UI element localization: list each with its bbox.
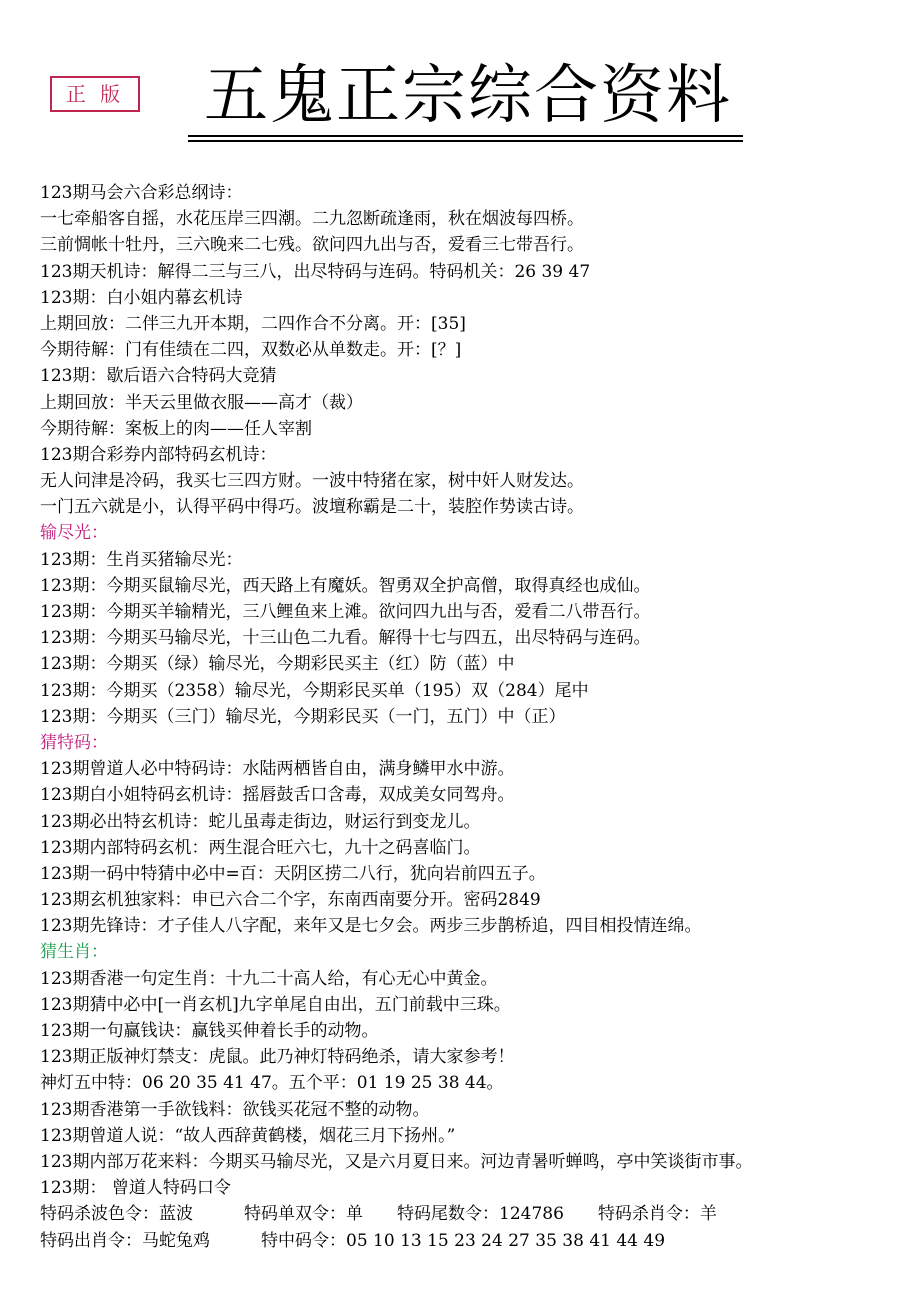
text-line: 123期：今期买（2358）输尽光，今期彩民买单（195）双（284）尾中	[40, 680, 589, 701]
title-underline-top	[188, 135, 743, 137]
text-line: 上期回放：二伴三九开本期，二四作合不分离。开：[35]	[40, 313, 466, 334]
text-line: 今期待解：门有佳绩在二四，双数必从单数走。开：[？]	[40, 340, 462, 361]
text-line: 123期：今期买马输尽光，十三山色二九看。解得十七与四五，出尽特码与连码。	[40, 628, 651, 649]
genuine-badge: 正 版	[50, 76, 140, 112]
content-body	[40, 180, 890, 1254]
section-heading: 猜特码：	[40, 732, 108, 753]
text-line: 123期先锋诗：才子佳人八字配，来年又是七夕会。两步三步鹊桥追，四目相投情连绵。	[40, 916, 702, 937]
text-line: 123期：今期买（绿）输尽光，今期彩民买主（红）防（蓝）中	[40, 654, 515, 675]
section-heading: 输尽光：	[40, 523, 108, 544]
text-line: 123期曾道人说：“故人西辞黄鹤楼，烟花三月下扬州。”	[40, 1125, 456, 1146]
text-line: 123期：生肖买猪输尽光：	[40, 549, 243, 570]
text-line: 一门五六就是小，认得平码中得巧。波壇称霸是二十，装腔作势读古诗。	[40, 497, 584, 518]
title-underline-bottom	[188, 140, 743, 142]
text-line: 123期： 曾道人特码口令	[40, 1178, 231, 1199]
text-line: 三前惆帐十牡丹，三六晚来二七残。欲问四九出与否，爱看三七带吾行。	[40, 235, 584, 256]
page-title: 五鬼正宗综合资料	[204, 59, 732, 133]
text-line: 123期内部万花来料：今期买马输尽光，又是六月夏日来。河边青暑听蝉鸣，亭中笑谈街市事。	[40, 1151, 753, 1172]
text-line: 上期回放：半天云里做衣服——高才（裁）	[40, 392, 363, 413]
text-line: 无人问津是冷码，我买七三四方财。一波中特猪在家，树中奸人财发达。	[40, 471, 584, 492]
text-line: 123期天机诗：解得二三与三八，出尽特码与连码。特码机关：26 39 47	[40, 261, 591, 282]
header	[0, 0, 900, 160]
text-line: 特码出肖令：马蛇兔鸡 特中码令：05 10 13 15 23 24 27 35 38 41 44 49	[40, 1230, 666, 1251]
text-line: 今期待解：案板上的肉——任人宰割	[40, 418, 312, 439]
text-line: 123期白小姐特码玄机诗：摇唇鼓舌口含毒，双成美女同驾舟。	[40, 785, 515, 806]
text-line: 123期玄机独家料：申已六合二个字，东南西南要分开。密码2849	[40, 890, 541, 911]
text-line: 123期必出特玄机诗：蛇儿虽毒走街边，财运行到变龙儿。	[40, 811, 481, 832]
section-heading: 猜生肖：	[40, 942, 108, 963]
text-line: 123期：歇后语六合特码大竞猜	[40, 366, 277, 387]
text-line: 一七牵船客自摇，水花压岸三四潮。二九忽断疏逢雨，秋在烟波每四桥。	[40, 209, 584, 230]
text-line: 123期香港第一手欲钱料：欲钱买花冠不整的动物。	[40, 1099, 430, 1120]
text-line: 123期猜中必中[一肖玄机]九字单尾自由出，五门前载中三珠。	[40, 994, 511, 1015]
text-line: 123期内部特码玄机：两生混合旺六七，九十之码喜临门。	[40, 837, 481, 858]
text-line: 123期：今期买鼠输尽光，西天路上有魔妖。智勇双全护高僧，取得真经也成仙。	[40, 575, 651, 596]
text-line: 123期：白小姐内幕玄机诗	[40, 287, 243, 308]
text-line: 123期一码中特猜中必中=百：天阴区捞二八行，犹向岩前四五子。	[40, 863, 546, 884]
text-line: 123期：今期买羊输精光，三八鲤鱼来上滩。欲问四九出与否，爱看二八带吾行。	[40, 602, 651, 622]
text-line: 神灯五中特：06 20 35 41 47。五个平：01 19 25 38 44。	[40, 1073, 504, 1094]
text-line: 123期正版神灯禁支：虎鼠。此乃神灯特码绝杀，请大家参考！	[40, 1047, 515, 1068]
text-line: 123期：今期买（三门）输尽光，今期彩民买（一门，五门）中（正）	[40, 706, 566, 727]
text-line: 特码杀波色令：蓝波 特码单双令：单 特码尾数令：124786 特码杀肖令：羊	[40, 1204, 717, 1225]
text-line: 123期曾道人必中特码诗：水陆两栖皆自由，满身鳞甲水中游。	[40, 759, 515, 780]
text-line: 123期香港一句定生肖：十九二十高人给，有心无心中黄金。	[40, 968, 498, 989]
text-line: 123期马会六合彩总纲诗：	[40, 183, 243, 203]
text-line: 123期合彩券内部特码玄机诗：	[40, 444, 277, 465]
text-line: 123期一句赢钱诀：赢钱买伸着长手的动物。	[40, 1021, 379, 1041]
